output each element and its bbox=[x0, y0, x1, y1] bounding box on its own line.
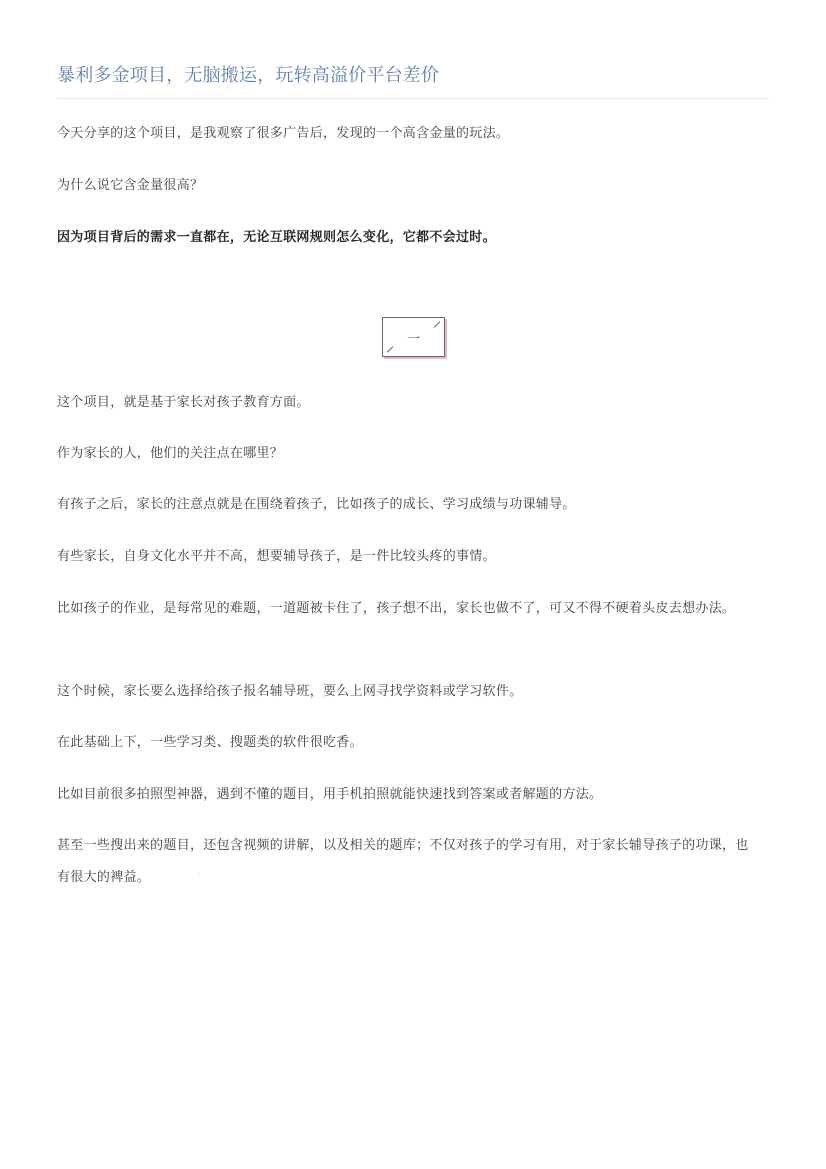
body-paragraph-9: 甚至一些搜出来的题目，还包含视频的讲解，以及相关的题库；不仅对孩子的学习有用，对于家长辅导孩子的功课，也有很大的裨益。 bbox=[57, 838, 749, 885]
body-paragraph-1: 这个项目，就是基于家长对孩子教育方面。 bbox=[57, 395, 310, 410]
corner-tick-icon bbox=[434, 321, 440, 327]
intro-paragraph-2: 为什么说它含金量很高？ bbox=[57, 178, 204, 193]
body-paragraph-3: 有孩子之后，家长的注意点就是在围绕着孩子，比如孩子的成长、学习成绩与功课辅导。 bbox=[57, 497, 576, 512]
intro-paragraph-1: 今天分享的这个项目，是我观察了很多广告后，发现的一个高含金量的玩法。 bbox=[57, 126, 510, 141]
intro-paragraph-3-bold: 因为项目背后的需求一直都在，无论互联网规则怎么变化，它都不会过时。 bbox=[57, 230, 496, 245]
corner-tick-icon bbox=[387, 346, 393, 352]
title-divider bbox=[57, 98, 769, 99]
body-paragraph-8: 比如目前很多拍照型神器，遇到不懂的题目，用手机拍照就能快速找到答案或者解题的方法。 bbox=[57, 787, 603, 802]
body-paragraph-2: 作为家长的人，他们的关注点在哪里？ bbox=[57, 446, 284, 461]
section-marker-label: 一 bbox=[406, 331, 420, 347]
body-paragraph-6: 这个时候，家长要么选择给孩子报名辅导班，要么上网寻找学资料或学习软件。 bbox=[57, 684, 523, 699]
body-paragraph-4: 有些家长，自身文化水平并不高，想要辅导孩子，是一件比较头疼的事情。 bbox=[57, 549, 496, 564]
stray-mark: ` bbox=[198, 872, 202, 881]
section-marker-box bbox=[382, 317, 445, 357]
article-title: 暴利多金项目，无脑搬运，玩转高溢价平台差价 bbox=[57, 65, 440, 86]
body-paragraph-7: 在此基础上下，一些学习类、搜题类的软件很吃香。 bbox=[57, 735, 363, 750]
body-paragraph-5: 比如孩子的作业，是每常见的难题，一道题被卡住了，孩子想不出，家长也做不了，可又不得不硬着头皮去想办法。 bbox=[57, 601, 736, 616]
